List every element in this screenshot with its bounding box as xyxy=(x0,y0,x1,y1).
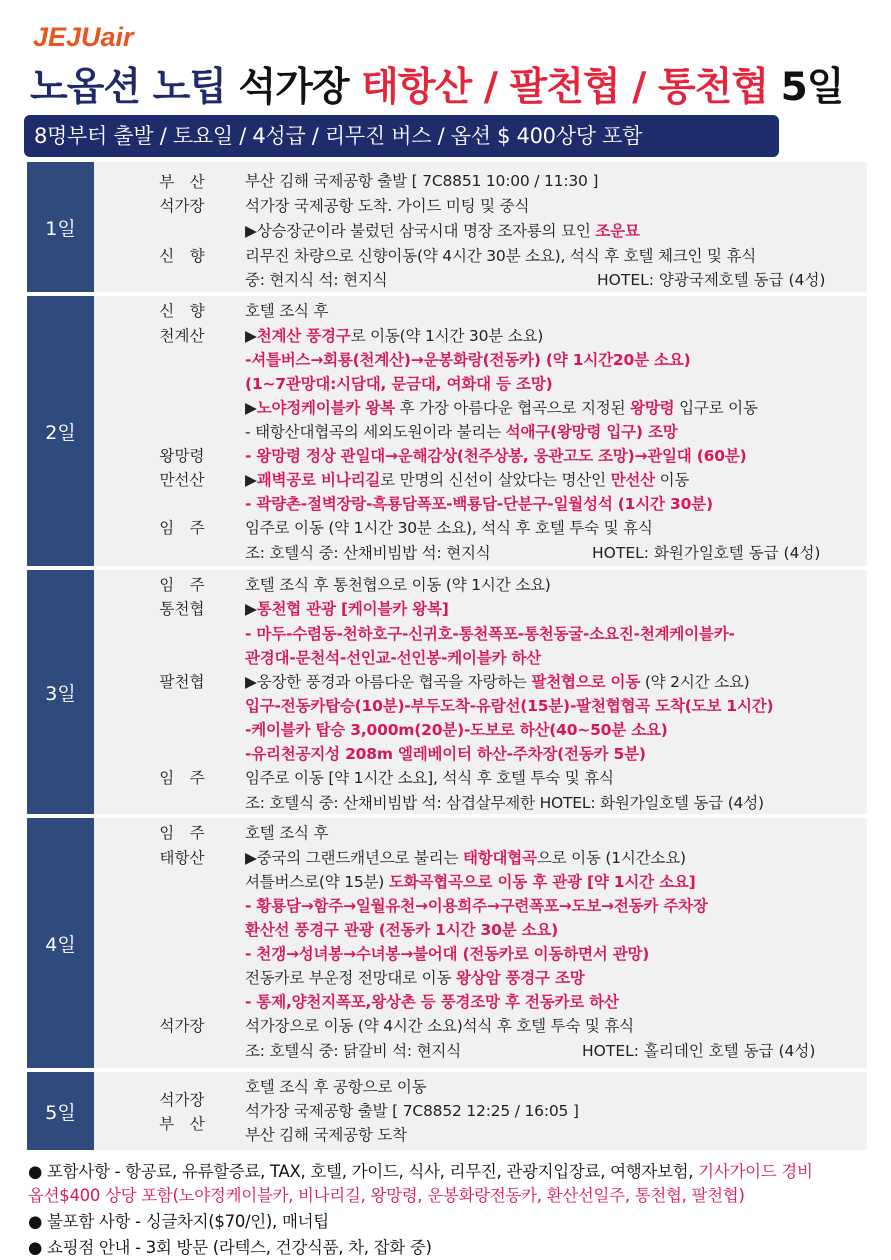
place-name: 통천협 xyxy=(159,600,205,618)
itinerary-line xyxy=(245,766,614,788)
itinerary-line xyxy=(245,219,640,241)
itinerary-line xyxy=(245,742,646,764)
title-part1: 노옵션 노팁 xyxy=(30,65,239,110)
day-row xyxy=(27,296,867,566)
highlight-text: 왕망령 xyxy=(630,399,675,417)
highlight-text: 노야정케이블카 왕복 xyxy=(256,399,395,417)
itinerary-line xyxy=(245,268,387,290)
plain-text: 이동 xyxy=(654,471,690,489)
plain-text: 셔틀버스로(약 15분) xyxy=(245,873,389,891)
plain-text: 호텔 조식 후 공항으로 이동 xyxy=(245,1078,427,1096)
plain-text: 중: 현지식 석: 현지식 xyxy=(245,271,388,289)
itinerary-line xyxy=(245,894,708,916)
highlight-text: 태항대협곡 xyxy=(462,849,537,867)
brand-logo: JEJUair xyxy=(33,22,134,52)
itinerary-line xyxy=(245,1123,407,1145)
itinerary-line xyxy=(245,244,756,266)
place-name: 천계산 xyxy=(159,327,205,345)
plain-text: ▶웅장한 풍경과 아름다운 협곡을 자랑하는 xyxy=(245,673,532,691)
plain-text: 석가장 국제공항 도착. 가이드 미팅 및 중식 xyxy=(245,197,530,215)
itinerary-line xyxy=(245,1099,579,1121)
place-name: 석가장 xyxy=(159,1017,205,1035)
day-label: 1일 xyxy=(27,162,94,292)
highlight-text: - 왕망령 정상 관일대→운해감상(천주상봉, 웅관고도 조망)→관일대 (60분) xyxy=(245,447,747,465)
include-pink: 기사가이드 경비 xyxy=(698,1162,813,1181)
place-name: 석가장 xyxy=(159,1091,205,1109)
place-name: 임 주 xyxy=(159,824,205,842)
highlight-text: 조운묘 xyxy=(595,222,640,240)
itinerary-line xyxy=(245,821,328,843)
tour-banner: 8명부터 출발 / 토요일 / 4성급 / 리무진 버스 / 옵션 $ 400상당 포함 xyxy=(24,115,779,157)
itinerary-line xyxy=(245,694,773,716)
hotel-info: HOTEL: 양광국제호텔 동급 (4성) xyxy=(597,271,826,289)
plain-text: 조: 호텔식 중: 산채비빔밥 석: 현지식 xyxy=(245,544,491,562)
include-text: ● 포함사항 - 항공료, 유류할증료, TAX, 호텔, 가이드, 식사, 리무진, 관광지입장료, 여행자보험, xyxy=(28,1162,699,1181)
place-name: 왕망령 xyxy=(159,447,205,465)
itinerary-line xyxy=(245,324,543,346)
highlight-text: - 천갱→성녀봉→수녀봉→불어대 (전동카로 이동하면서 관망) xyxy=(245,945,650,963)
plain-text: 석가장으로 이동 (약 4시간 소요)석식 후 호텔 투숙 및 휴식 xyxy=(245,1017,634,1035)
plain-text: 부산 김해 국제공항 도착 xyxy=(245,1126,407,1144)
title-part3: 태항산 / 팔천협 / 통천협 xyxy=(361,65,781,110)
plain-text: (약 2시간 소요) xyxy=(640,673,750,691)
plain-text: ▶ xyxy=(245,327,257,345)
plain-text: 호텔 조식 후 통천협으로 이동 (약 1시간 소요) xyxy=(245,576,551,594)
day-row xyxy=(27,570,867,814)
itinerary-line xyxy=(245,573,551,595)
highlight-text: (1~7관망대:시담대, 문금대, 여화대 등 조망) xyxy=(245,375,553,393)
plain-text: 임주로 이동 [약 1시간 소요], 석식 후 호텔 투숙 및 휴식 xyxy=(245,769,614,787)
plain-text: 으로 이동 (1시간소요) xyxy=(536,849,686,867)
highlight-text: -케이블카 탑승 3,000m(20분)-도보로 하산(40~50분 소요) xyxy=(245,721,668,739)
footer-option: 옵션$400 상당 포함(노야정케이블카, 비나리길, 왕망령, 운봉화랑전동카, 환산선일주, 통천협, 팔천협) xyxy=(28,1186,745,1205)
highlight-text: 팔천협으로 이동 xyxy=(531,673,641,691)
itinerary-line xyxy=(245,918,558,940)
place-name: 만선산 xyxy=(159,471,205,489)
itinerary-line xyxy=(245,791,764,813)
day-label: 3일 xyxy=(27,570,94,814)
highlight-text: 왕상암 풍경구 조망 xyxy=(455,969,585,987)
highlight-text: - 통제,양천지폭포,왕상촌 등 풍경조망 후 전동카로 하산 xyxy=(245,993,619,1011)
day-label: 2일 xyxy=(27,296,94,566)
plain-text: 후 가장 아름다운 협곡으로 지정된 xyxy=(394,399,631,417)
itinerary-line xyxy=(245,516,653,538)
itinerary-line xyxy=(245,597,449,619)
itinerary-line xyxy=(245,718,668,740)
itinerary-line xyxy=(245,396,758,418)
place-name: 임 주 xyxy=(159,519,205,537)
title-part2: 석가장 xyxy=(238,65,362,110)
itinerary-line xyxy=(245,420,678,442)
highlight-text: -유리천공지성 208m 엘레베이터 하산-주차장(전동카 5분) xyxy=(245,745,646,763)
place-name: 부 산 xyxy=(159,173,205,191)
place-name: 팔천협 xyxy=(159,673,205,691)
plain-text: 임주로 이동 (약 1시간 30분 소요), 석식 후 호텔 투숙 및 휴식 xyxy=(245,519,653,537)
plain-text: 전동카로 부운정 전망대로 이동 xyxy=(245,969,456,987)
highlight-text: - 마두-수렴동-천하호구-신귀호-통천폭포-통천동굴-소요진-천계케이블카- xyxy=(245,625,735,643)
plain-text: 리무진 차량으로 신향이동(약 4시간 30분 소요), 석식 후 호텔 체크인 및 휴식 xyxy=(245,247,757,265)
itinerary-line xyxy=(245,870,696,892)
itinerary-line xyxy=(245,942,649,964)
page-title xyxy=(30,56,843,112)
highlight-text: 도화곡협곡으로 이동 후 관광 [약 1시간 소요] xyxy=(388,873,696,891)
footer-include xyxy=(28,1158,813,1182)
itinerary-line xyxy=(245,622,735,644)
itinerary-line xyxy=(245,966,585,988)
highlight-text: 만선산 xyxy=(610,471,655,489)
itinerary-line xyxy=(245,1039,461,1061)
itinerary-line xyxy=(245,372,552,394)
itinerary-line xyxy=(245,169,598,191)
highlight-text: 관경대-문천석-선인교-선인봉-케이블카 하산 xyxy=(245,649,542,667)
plain-text: 호텔 조식 후 xyxy=(245,824,329,842)
day-row xyxy=(27,1072,867,1150)
itinerary-line xyxy=(245,299,328,321)
plain-text: ▶ xyxy=(245,399,257,417)
highlight-text: 환산선 풍경구 관광 (전동카 1시간 30분 소요) xyxy=(245,921,559,939)
footer-shopping: ● 쇼핑점 안내 - 3회 방문 (라텍스, 건강식품, 차, 잡화 중) xyxy=(28,1238,432,1257)
plain-text: 조: 호텔식 중: 산채비빔밥 석: 삼겹살무제한 HOTEL: 화원가일호텔 동급 (4성) xyxy=(245,794,764,812)
footer-exclude: ● 불포함 사항 - 싱글차지($70/인), 매너팁 xyxy=(28,1212,329,1231)
place-name: 석가장 xyxy=(159,197,205,215)
itinerary-line xyxy=(245,990,619,1012)
highlight-text: 입구-전동카탑승(10분)-부두도착-유람선(15분)-팔천협협곡 도착(도보 1시간) xyxy=(245,697,774,715)
itinerary-line xyxy=(245,1014,634,1036)
itinerary-line xyxy=(245,194,529,216)
day-label: 5일 xyxy=(27,1072,94,1150)
itinerary-line xyxy=(245,492,713,514)
place-name: 임 주 xyxy=(159,576,205,594)
plain-text: 로 만명의 신선이 살았다는 명산인 xyxy=(380,471,611,489)
itinerary-line xyxy=(245,1075,426,1097)
itinerary-line xyxy=(245,846,686,868)
hotel-info: HOTEL: 홀리데인 호텔 동급 (4성) xyxy=(582,1042,816,1060)
itinerary-line xyxy=(245,646,541,668)
plain-text: ▶ xyxy=(245,600,257,618)
plain-text: ▶상승장군이라 불렀던 삼국시대 명장 조자룡의 묘인 xyxy=(245,222,596,240)
itinerary-line xyxy=(245,348,690,370)
plain-text: 조: 호텔식 중: 닭갈비 석: 현지식 xyxy=(245,1042,461,1060)
itinerary-line xyxy=(245,468,689,490)
place-name: 부 산 xyxy=(159,1115,205,1133)
itinerary-line xyxy=(245,444,746,466)
day-label: 4일 xyxy=(27,818,94,1068)
plain-text: - 태항산대협곡의 세외도원이라 불리는 xyxy=(245,423,506,441)
highlight-text: 천계산 풍경구 xyxy=(256,327,351,345)
plain-text: 로 이동(약 1시간 30분 소요) xyxy=(350,327,544,345)
place-name: 신 향 xyxy=(159,247,205,265)
itinerary-line xyxy=(245,670,750,692)
highlight-text: - 황룡담→함주→일월유천→이용희주→구련폭포→도보→전동카 주차장 xyxy=(245,897,708,915)
hotel-info: HOTEL: 화원가일호텔 동급 (4성) xyxy=(592,544,821,562)
highlight-text: 석애구(왕망령 입구) 조망 xyxy=(505,423,678,441)
plain-text: ▶ xyxy=(245,471,257,489)
plain-text: 부산 김해 국제공항 출발 [ 7C8851 10:00 / 11:30 ] xyxy=(245,172,599,190)
highlight-text: - 곽량촌-절벽장랑-흑룡담폭포-백룡담-단분구-일월성석 (1시간 30분) xyxy=(245,495,713,513)
plain-text: 입구로 이동 xyxy=(674,399,758,417)
highlight-text: -셔틀버스→회룡(천계산)→운봉화랑(전동카) (약 1시간20분 소요) xyxy=(245,351,691,369)
place-name: 임 주 xyxy=(159,769,205,787)
plain-text: 석가장 국제공항 출발 [ 7C8852 12:25 / 16:05 ] xyxy=(245,1102,579,1120)
title-part4: 5일 xyxy=(780,65,844,110)
plain-text: 호텔 조식 후 xyxy=(245,302,329,320)
highlight-text: 통천협 관광 [케이블카 왕복] xyxy=(256,600,449,618)
itinerary-line xyxy=(245,541,491,563)
highlight-text: 괘벽공로 비나리길 xyxy=(256,471,381,489)
day-row xyxy=(27,818,867,1068)
place-name: 신 향 xyxy=(159,302,205,320)
place-name: 태항산 xyxy=(159,849,205,867)
plain-text: ▶중국의 그랜드캐년으로 불리는 xyxy=(245,849,463,867)
day-row xyxy=(27,162,867,292)
